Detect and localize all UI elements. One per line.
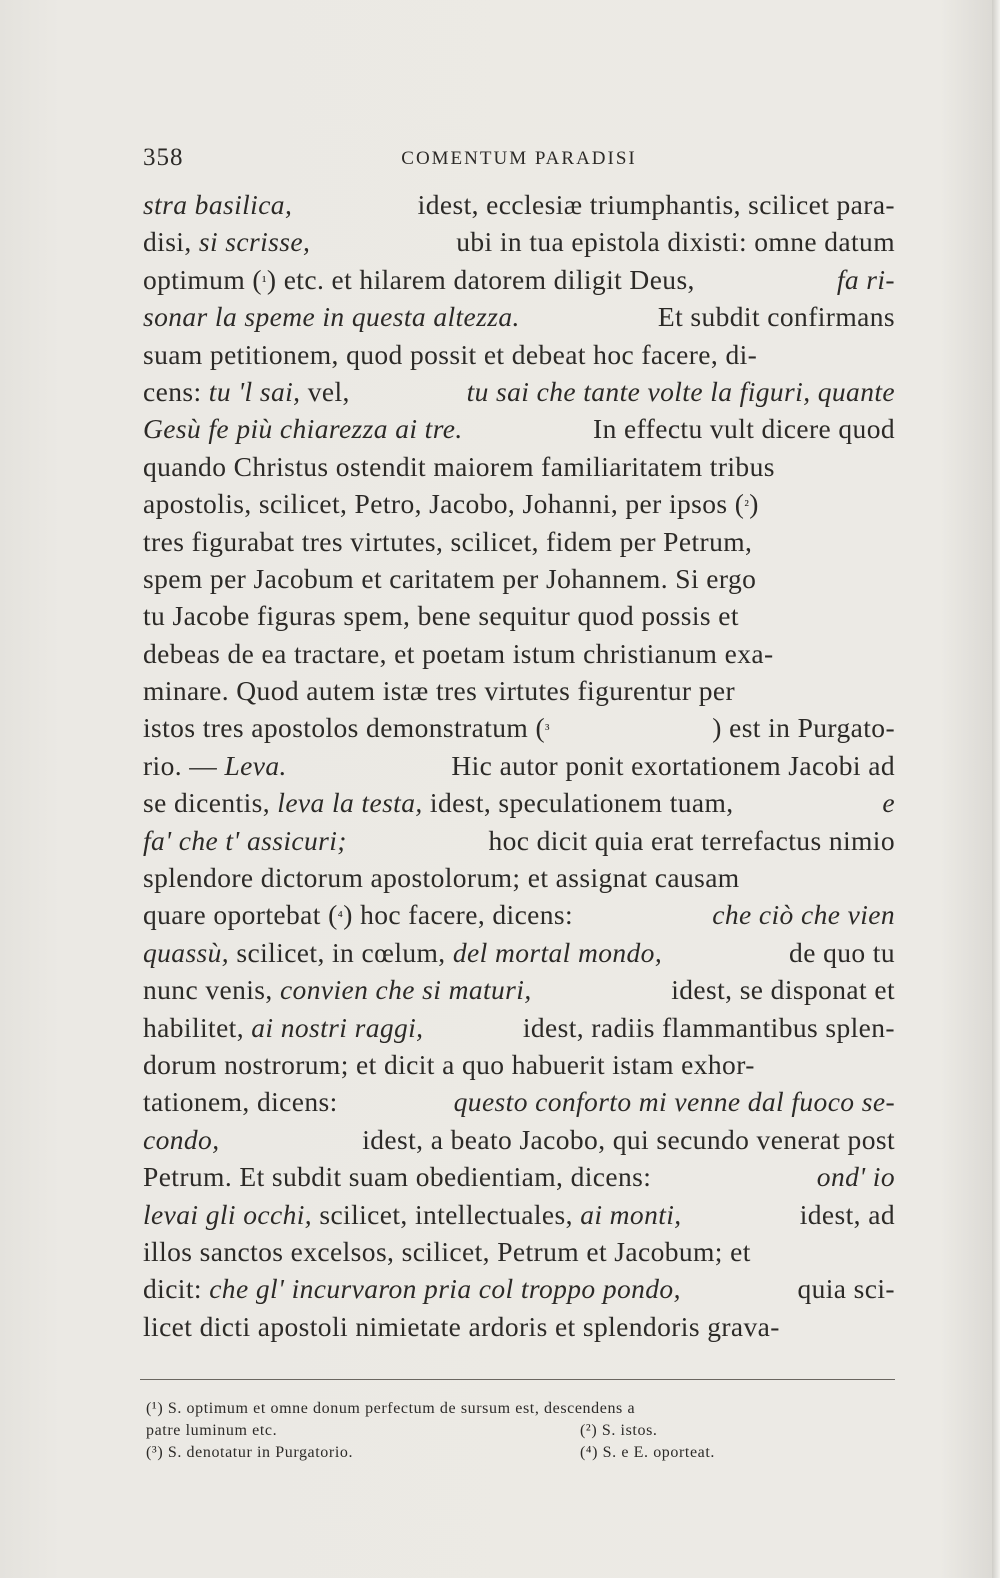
text-line: habilitet, ai nostri raggi, idest, radiis flammantibus splen- [143,1011,895,1043]
text-line: suam petitionem, quod possit et debeat hoc facere, di- [143,338,758,370]
page-number: 358 [143,144,184,171]
text-line: quando Christus ostendit maiorem familiaritatem tribus [143,450,775,482]
footnotes [146,1398,896,1464]
text-line: optimum ($^{^1}$) etc. et hilarem datorem diligit Deus, fa ri- [143,263,895,295]
body-text [143,186,895,1345]
running-title: COMENTUM PARADISI [401,148,637,169]
text-line: tu Jacobe figuras spem, bene sequitur quod possis et [143,600,739,632]
footnote-ref: ¹ [261,273,267,290]
page-edge [992,0,1000,1578]
text-line: spem per Jacobum et caritatem per Johannem. Si ergo [143,562,757,594]
page-header [143,144,895,174]
text-line: stra basilica, idest, ecclesiæ triumphantis, scilicet para- [143,189,895,220]
text-line: nunc venis, convien che si maturi, idest, se disponat et [143,974,895,1006]
footnote-ref: ³ [545,722,550,739]
footnote-line [146,1420,896,1442]
text-line: sonar la speme in questa altezza. Et subdit confirmans [143,301,895,333]
text-line: se dicentis, leva la testa, idest, speculationem tuam, e [143,787,895,819]
footnote-1: (¹) S. optimum et omne donum perfectum de sursum est, descendens a [146,1400,636,1417]
text-line: levai gli occhi, scilicet, intellectuales, ai monti, idest, ad [143,1198,895,1230]
text-line: istos tres apostolos demonstratum ($^{^3}$ ) est in Purgato- [143,712,895,744]
text-line: dorum nostrorum; et dicit a quo habuerit istam exhor- [143,1048,755,1080]
footnote-2: (²) S. istos. [580,1422,658,1439]
text-line: fa' che t' assicuri; hoc dicit quia erat terrefactus nimio [143,824,895,856]
text-line: condo, idest, a beato Jacobo, qui secundo venerat post [143,1123,895,1155]
text-line: Petrum. Et subdit suam obedientiam, dicens: ond' io [143,1161,895,1193]
footnote-1-continued: patre luminum etc. [146,1422,278,1439]
footnote-ref: ⁴ [337,909,344,926]
footnote-line [146,1398,896,1420]
text-line: debeas de ea tractare, et poetam istum christianum exa- [143,637,774,669]
footnote-4: (⁴) S. e E. oporteat. [580,1444,716,1461]
text-line: quassù, scilicet, in cœlum, del mortal mondo, de quo tu [143,936,895,968]
text-line: tres figurabat tres virtutes, scilicet, fidem per Petrum, [143,525,753,557]
text-line: quare oportebat ($^{^4}$) hoc facere, dicens: che ciò che vien [143,899,895,931]
text-line: illos sanctos excelsos, scilicet, Petrum et Jacobum; et [143,1235,751,1267]
text-line: minare. Quod autem istæ tres virtutes figurentur per [143,675,736,707]
footnote-ref: ² [744,498,750,515]
footnote-3: (³) S. denotatur in Purgatorio. [146,1444,354,1461]
text-line: apostolis, scilicet, Petro, Jacobo, Johanni, per ipsos ($^{^2}$) [143,488,759,520]
text-line: licet dicti apostoli nimietate ardoris et splendoris grava- [143,1310,780,1342]
footnote-line [146,1442,896,1464]
footnote-rule [140,1379,895,1380]
text-line: Gesù fe più chiarezza ai tre. In effectu vult dicere quod [143,413,895,445]
text-line: dicit: che gl' incurvaron pria col troppo pondo, quia sci- [143,1273,895,1305]
text-line: cens: tu 'l sai, vel, tu sai che tante volte la figuri, quante [143,375,895,407]
text-line: tationem, dicens: questo conforto mi venne dal fuoco se- [143,1086,895,1118]
text-line: disi, si scrisse, ubi in tua epistola dixisti: omne datum [143,226,895,258]
text-line: rio. — Leva. Hic autor ponit exortationem Jacobi ad [143,749,895,781]
text-line: splendore dictorum apostolorum; et assignat causam [143,862,740,894]
